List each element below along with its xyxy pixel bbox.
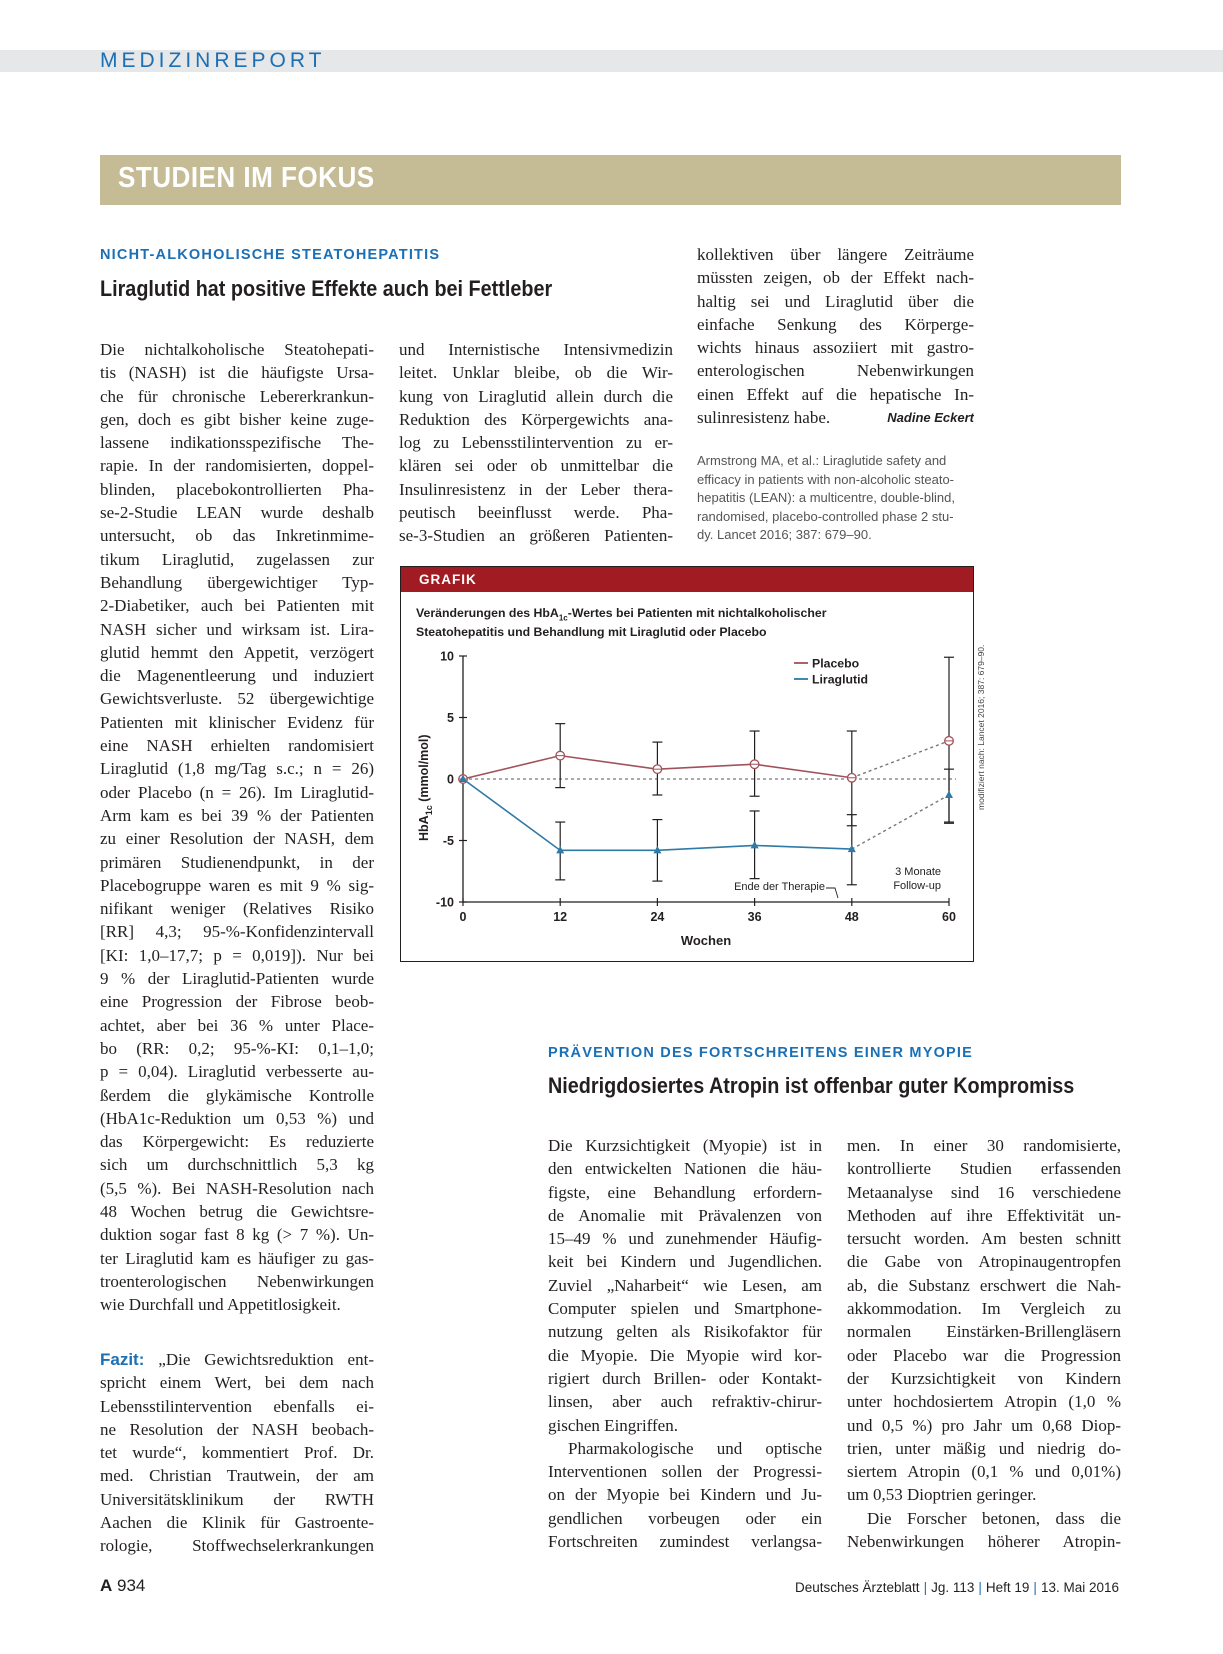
article2-column-2 <box>847 1134 1121 1553</box>
article1-reference <box>697 452 975 545</box>
text-line: kollektiven über längere Zeiträume <box>697 245 974 264</box>
text-line: kontrollierte Studien erfassenden <box>847 1159 1121 1179</box>
fazit-text: „Die Gewichtsreduktion ent- <box>144 1350 374 1369</box>
text-line: untersucht, ob das Inkretinmime- <box>100 526 374 546</box>
legend-label-liraglutid: Liraglutid <box>812 672 869 687</box>
text-line: gischen Eingriffen. <box>548 1415 678 1435</box>
reference-line: hepatitis (LEAN): a multicentre, double-blind, <box>697 490 955 505</box>
text-line: sulinresistenz habe. Nadine Eckert <box>697 406 974 429</box>
text-line: eine NASH erhielten randomisiert <box>100 736 374 756</box>
banner <box>100 155 1121 205</box>
text-line: das Körpergewicht: Es reduzierte <box>100 1132 374 1152</box>
annotation-3-monate: 3 Monate <box>895 866 941 878</box>
text-line: glutid hemmt den Appetit, verzögert <box>100 642 374 662</box>
annotation-follow-up: Follow-up <box>893 880 941 892</box>
section-label: MEDIZINREPORT <box>100 49 326 72</box>
text-line: tet wurde“, kommentiert Prof. Dr. <box>100 1443 374 1463</box>
text-line: peutisch beeinflusst werde. Pha- <box>399 503 673 523</box>
text-line: den entwickelten Nationen die häu- <box>548 1159 822 1179</box>
reference-line: Armstrong MA, et al.: Liraglutide safety and <box>697 453 947 468</box>
text-line: Liraglutid (1,8 mg/Tag s.c.; n = 26) <box>100 759 374 779</box>
footer-info: Deutsches Ärzteblatt | Jg. 113 | Heft 19 | 13. Mai 2016 <box>795 1580 1119 1595</box>
text-line: p = 0,04). Liraglutid verbesserte au- <box>100 1062 374 1082</box>
text-line: Interventionen sollen der Progressi- <box>548 1462 822 1482</box>
text-line: normalen Einstärken-Brillengläsern <box>847 1322 1121 1342</box>
article1-column-1 <box>100 338 374 1316</box>
text-line: und Internistische Intensivmedizin <box>399 340 673 359</box>
page-prefix: A <box>100 1576 113 1595</box>
text-line: spricht einem Wert, bei dem nach <box>100 1373 374 1393</box>
text-line: der Kurzsichtigkeit von Kindern <box>847 1368 1121 1388</box>
text-line: eine Progression der Fibrose beob- <box>100 992 374 1012</box>
text-line: tersucht worden. Am besten schnitt <box>847 1229 1121 1249</box>
text-line: zu einer Resolution der NASH, dem <box>100 829 374 849</box>
banner-title: STUDIEN IM FOKUS <box>118 162 375 194</box>
x-tick-label: 12 <box>553 910 568 924</box>
text-line: Gewichtsverluste. 52 übergewichtige <box>100 689 374 709</box>
text-line: bo (RR: 0,2; 95-%-KI: 0,1–1,0; <box>100 1038 374 1058</box>
text-line: lassene indikationsspezifische The- <box>100 433 374 453</box>
text-line: Universitätsklinikum der RWTH <box>100 1489 374 1509</box>
text-line: Reduktion des Körpergewichts ana- <box>399 409 673 429</box>
text-line: linsen, aber auch refraktiv-chirur- <box>548 1392 822 1412</box>
text-line: Die Kurzsichtigkeit (Myopie) ist in <box>548 1136 822 1155</box>
text-line: Methoden auf ihre Effektivität un- <box>847 1205 1121 1225</box>
text-line: 15–49 % und zunehmender Häufig- <box>548 1229 822 1249</box>
article1-headline: Liraglutid hat positive Effekte auch bei Fettleber <box>100 276 553 301</box>
text-line: müssten zeigen, ob der Effekt nach- <box>697 268 974 288</box>
y-tick-label: -10 <box>435 895 454 910</box>
text-line: (HbA1c-Reduktion um 0,53 %) und <box>100 1108 374 1128</box>
text-line: rigiert durch Brillen- oder Kontakt- <box>548 1368 822 1388</box>
text-line: duktion sogar fast 8 kg (> 7 %). Un- <box>100 1225 374 1245</box>
text-line: siertem Atropin (0,1 % und 0,01%) <box>847 1462 1121 1482</box>
text-line: Lebensstilintervention ebenfalls ei- <box>100 1396 374 1416</box>
text-line: ßerdem die glykämische Kontrolle <box>100 1085 374 1105</box>
text-line: kung von Liraglutid allein durch die <box>399 386 673 406</box>
text-line: nifikant weniger (Relatives Risiko <box>100 899 374 919</box>
text-line: trien, unter mäßig und niedrig do- <box>847 1438 1121 1458</box>
text-line: Die Forscher betonen, dass die <box>867 1508 1121 1528</box>
article1-author: Nadine Eckert <box>887 410 974 426</box>
chart-source: modifiziert nach: Lancet 2016; 387: 679–90. <box>976 644 986 810</box>
text-line: Zuviel „Naharbeit“ wie Lesen, am <box>548 1275 822 1295</box>
text-line: log zu Lebensstilintervention zu er- <box>399 433 673 453</box>
text-line: die Myopie. Die Myopie wird kor- <box>548 1345 822 1365</box>
article1-fazit <box>100 1348 374 1558</box>
text-line: nutzung gelten als Risikofaktor für <box>548 1322 822 1342</box>
reference-line: randomised, placebo-controlled phase 2 stu- <box>697 508 954 524</box>
page-number-value: 934 <box>117 1576 146 1595</box>
text-line: [RR] 4,3; 95-%-Konfidenzintervall <box>100 922 374 942</box>
text-line: primären Studienendpunkt, in der <box>100 852 374 872</box>
text-line: Metaanalyse sind 16 verschiedene <box>847 1182 1121 1202</box>
y-tick-label: 10 <box>440 649 454 664</box>
text-line: unter hochdosiertem Atropin (1,0 % <box>847 1392 1121 1412</box>
text-line: men. In einer 30 randomisierte, <box>847 1136 1121 1155</box>
text-line: Die nichtalkoholische Steatohepati- <box>100 340 374 359</box>
y-tick-label: -5 <box>442 834 454 848</box>
text-line: troenterologischen Nebenwirkungen <box>100 1271 374 1291</box>
text-line: ab, die Substanz erschwert die Nah- <box>847 1275 1121 1295</box>
text-line: rologie, Stoffwechselerkrankungen <box>100 1536 374 1556</box>
text-line: Computer spielen und Smartphone- <box>548 1299 822 1319</box>
footer-journal: Deutsches Ärzteblatt <box>795 1580 920 1595</box>
text-line: NASH sicher und wirksam ist. Lira- <box>100 619 374 639</box>
text-line: gen, doch es gibt bisher keine zuge- <box>100 409 374 429</box>
text-line: se-3-Studien an größeren Patienten- <box>399 526 673 546</box>
x-tick-label: 60 <box>942 910 956 924</box>
article2-headline: Niedrigdosiertes Atropin ist offenbar guter Kompromiss <box>548 1073 1075 1098</box>
y-tick-label: 0 <box>447 772 454 787</box>
text-line: che für chronische Lebererkrankun- <box>100 386 374 406</box>
text-line: figste, eine Behandlung erfordern- <box>548 1182 822 1202</box>
text-line: 48 Wochen betrug die Gewichtsre- <box>100 1201 374 1221</box>
text-line: Behandlung übergewichtiger Typ- <box>100 572 374 592</box>
text-line: akkommodation. Im Vergleich zu <box>847 1299 1121 1319</box>
text-line: die Magenentleerung und induziert <box>100 666 374 686</box>
x-tick-label: 0 <box>459 910 467 924</box>
text-line: einen Effekt auf die hepatische In- <box>697 384 974 404</box>
text-line: achtet, aber bei 36 % unter Place- <box>100 1015 374 1035</box>
annotation-ende-therapie: Ende der Therapie <box>734 881 825 893</box>
text-line: se-2-Studie LEAN wurde deshalb <box>100 503 374 523</box>
footer-date: 13. Mai 2016 <box>1040 1580 1119 1595</box>
text-line: Pharmakologische und optische <box>568 1438 822 1458</box>
text-line: die Gabe von Atropinaugentropfen <box>847 1252 1121 1272</box>
text-line: wichts hinaus assoziiert mit gastro- <box>697 338 974 358</box>
text-line: [KI: 1,0–17,7; p = 0,019]). Nur bei <box>100 945 374 965</box>
chart-title-line-1: Veränderungen des HbA$_{1c}$-Wertes bei Patienten mit nichtalkoholischer <box>416 606 827 623</box>
reference-line: efficacy in patients with non-alcoholic steato- <box>697 471 955 487</box>
text-line: leitet. Unklar bleibe, ob die Wir- <box>399 363 673 383</box>
x-tick-label: 48 <box>844 910 859 924</box>
text-line: 9 % der Liraglutid-Patienten wurde <box>100 969 374 989</box>
text-line: gendlichen vorbeugen oder ein <box>548 1508 822 1528</box>
text-line: med. Christian Trautwein, der am <box>100 1466 374 1486</box>
article1-kicker: NICHT-ALKOHOLISCHE STEATOHEPATITIS <box>100 247 441 263</box>
text-line: und 0,5 %) pro Jahr um 0,68 Diop- <box>847 1415 1121 1435</box>
text-line: Aachen die Klinik für Gastroente- <box>100 1513 374 1533</box>
article1-column-3 <box>697 243 974 429</box>
fazit-label: Fazit: <box>100 1350 145 1369</box>
legend-label-placebo: Placebo <box>812 656 860 671</box>
page-number <box>100 1576 145 1596</box>
text-line: wie Durchfall und Appetitlosigkeit. <box>100 1295 341 1315</box>
chart-title <box>416 606 827 640</box>
text-line: enterologischen Nebenwirkungen <box>697 361 974 381</box>
text-line: Fortschreiten zumindest verlangsa- <box>548 1532 822 1552</box>
text-line: (5,5 %). Bei NASH-Resolution nach <box>100 1178 374 1198</box>
text-line: oder Placebo war die Progression <box>847 1345 1121 1365</box>
text-line: ne Resolution der NASH beobach- <box>100 1419 374 1439</box>
y-tick-label: 5 <box>447 711 454 725</box>
x-tick-label: 36 <box>747 910 762 924</box>
text-line: sich um durchschnittlich 5,3 kg <box>100 1155 374 1175</box>
article2-column-1 <box>548 1134 822 1553</box>
text-line: 2-Diabetiker, auch bei Patienten mit <box>100 596 374 616</box>
text-line: Patienten mit klinischer Evidenz für <box>100 712 374 732</box>
text-line: klären sei oder ob unmittelbar die <box>399 456 673 476</box>
text-line: blinden, placebokontrollierten Pha- <box>100 479 374 499</box>
reference-line: dy. Lancet 2016; 387: 679–90. <box>697 527 872 542</box>
article2-kicker: PRÄVENTION DES FORTSCHREITENS EINER MYOPIE <box>548 1045 974 1061</box>
text-line: de Anomalie mit Prävalenzen von <box>548 1205 822 1225</box>
chart-box-label: GRAFIK <box>401 567 973 592</box>
chart-title-line-2: Steatohepatitis und Behandlung mit Liraglutid oder Placebo <box>416 625 767 640</box>
text-line: keit bei Kindern und Jugendlichen. <box>548 1252 822 1272</box>
text-line: on der Myopie bei Kindern und Ju- <box>548 1485 822 1505</box>
text-line: Placebogruppe waren es mit 9 % sig- <box>100 875 374 895</box>
text-line: einfache Senkung des Körperge- <box>697 314 974 334</box>
text-line: oder Placebo (n = 26). Im Liraglutid- <box>100 782 374 802</box>
footer-issue: Heft 19 <box>985 1580 1030 1595</box>
text-line: Nebenwirkungen höherer Atropin- <box>847 1532 1121 1552</box>
text-line: rapie. In der randomisierten, doppel- <box>100 456 374 476</box>
text-line <box>100 1348 374 1371</box>
text-line: Insulinresistenz in der Leber thera- <box>399 479 673 499</box>
footer-volume: Jg. 113 <box>931 1580 975 1595</box>
text-line: Arm kam es bei 39 % der Patienten <box>100 805 374 825</box>
text-line: ter Liraglutid kam es häufiger zu gas- <box>100 1248 374 1268</box>
y-axis-label: HbA$_{1c}$ (mmol/mol) <box>417 734 434 841</box>
text-line: tis (NASH) ist die häufigste Ursa- <box>100 363 374 383</box>
article1-column-2 <box>399 338 673 548</box>
x-tick-label: 24 <box>650 910 665 924</box>
text-line: haltig sei und Liraglutid über die <box>697 291 974 311</box>
x-axis-label: Wochen <box>680 933 732 948</box>
text-line: um 0,53 Dioptrien geringer. <box>847 1485 1037 1505</box>
text-line: tikum Liraglutid, zugelassen zur <box>100 549 374 569</box>
